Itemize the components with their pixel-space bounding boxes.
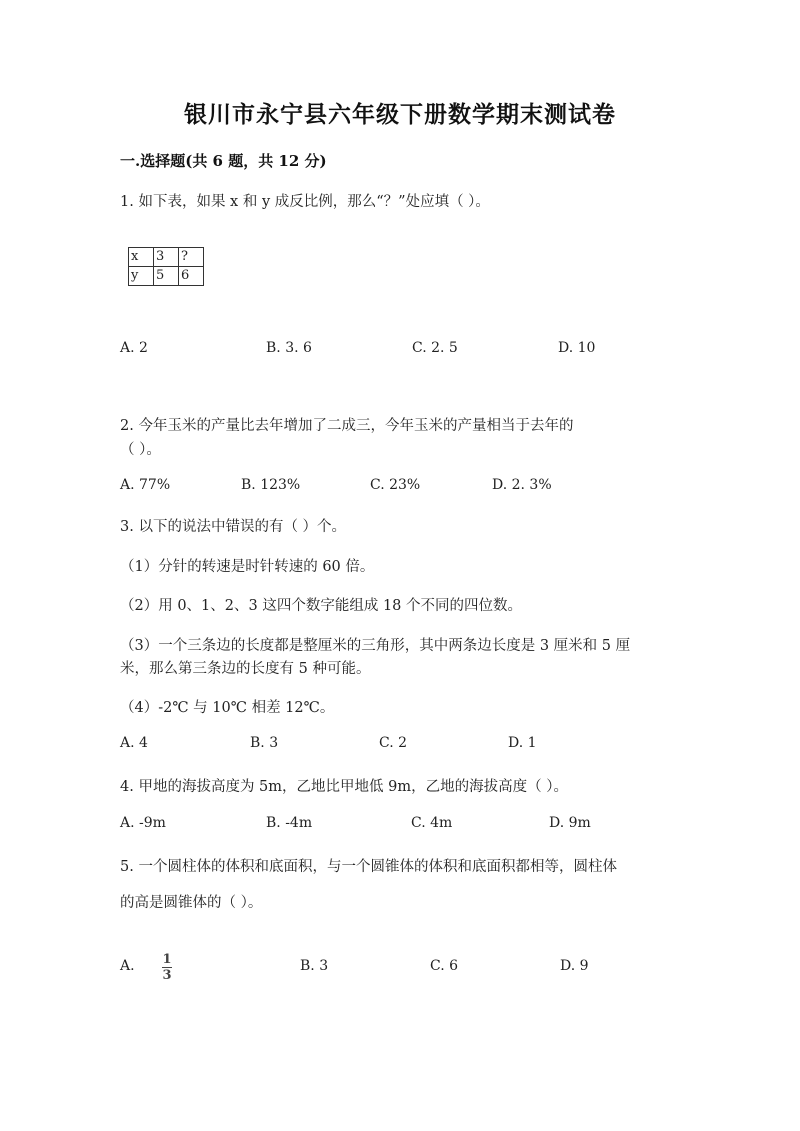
table-cell: x [129, 248, 154, 267]
question-1-option-c[interactable]: C. 2. 5 [412, 340, 458, 356]
question-2-stem: 2. 今年玉米的产量比去年增加了二成三，今年玉米的产量相当于去年的 [120, 418, 574, 434]
question-1-option-d[interactable]: D. 10 [558, 340, 596, 356]
table-cell: 6 [179, 267, 204, 286]
question-2-stem-cont: （ ）。 [120, 442, 161, 458]
question-2-option-a[interactable]: A. 77% [120, 477, 171, 493]
question-5-option-a[interactable] [120, 952, 172, 983]
question-3-statement-3: （3）一个三条边的长度都是整厘米的三角形，其中两条边长度是 3 厘米和 5 厘 [120, 638, 631, 654]
question-3-statement-4: （4）-2℃ 与 10℃ 相差 12℃。 [120, 700, 335, 716]
question-4-option-a[interactable]: A. -9m [120, 815, 166, 831]
question-5-option-b[interactable]: B. 3 [300, 958, 329, 974]
question-3-option-d[interactable]: D. 1 [508, 735, 537, 751]
question-1-option-a[interactable]: A. 2 [120, 340, 148, 356]
table-row [129, 248, 204, 267]
table-cell: 5 [154, 267, 179, 286]
question-3-stem: 3. 以下的说法中错误的有（ ）个。 [120, 519, 347, 535]
question-2-option-c[interactable]: C. 23% [370, 477, 421, 493]
question-5-option-d[interactable]: D. 9 [560, 958, 589, 974]
question-1-stem: 1. 如下表，如果 x 和 y 成反比例，那么“？”处应填（ ）。 [120, 194, 490, 210]
question-5-stem: 5. 一个圆柱体的体积和底面积，与一个圆锥体的体积和底面积都相等，圆柱体 [120, 859, 617, 875]
question-3-option-b[interactable]: B. 3 [250, 735, 279, 751]
section-heading: 一.选择题(共 6 题，共 12 分) [120, 152, 327, 170]
question-3-option-c[interactable]: C. 2 [379, 735, 408, 751]
page-title: 银川市永宁县六年级下册数学期末测试卷 [184, 101, 616, 128]
table-cell: 3 [154, 248, 179, 267]
question-2-option-d[interactable]: D. 2. 3% [492, 477, 552, 493]
question-5-option-c[interactable]: C. 6 [430, 958, 459, 974]
question-4-stem: 4. 甲地的海拔高度为 5m，乙地比甲地低 9m，乙地的海拔高度（ ）。 [120, 779, 568, 795]
question-4-option-c[interactable]: C. 4m [411, 815, 453, 831]
question-1-table [128, 247, 204, 286]
question-4-option-b[interactable]: B. -4m [266, 815, 313, 831]
question-3-option-a[interactable]: A. 4 [120, 735, 148, 751]
question-4-option-d[interactable]: D. 9m [549, 815, 591, 831]
table-cell: y [129, 267, 154, 286]
question-5-stem-cont: 的高是圆锥体的（ ）。 [120, 895, 263, 911]
question-3-statement-3-cont: 米，那么第三条边的长度有 5 种可能。 [120, 661, 371, 677]
question-3-statement-1: （1）分针的转速是时针转速的 60 倍。 [120, 559, 375, 575]
fraction-denominator: 3 [162, 968, 172, 983]
option-a-label: A. [120, 958, 135, 974]
question-1-option-b[interactable]: B. 3. 6 [266, 340, 312, 356]
question-3-statement-2: （2）用 0、1、2、3 这四个数字能组成 18 个不同的四位数。 [120, 598, 523, 614]
question-2-option-b[interactable]: B. 123% [241, 477, 301, 493]
table-cell: ? [179, 248, 204, 267]
fraction-numerator: 1 [162, 952, 172, 967]
fraction-one-third [162, 953, 172, 982]
table-row [129, 267, 204, 286]
